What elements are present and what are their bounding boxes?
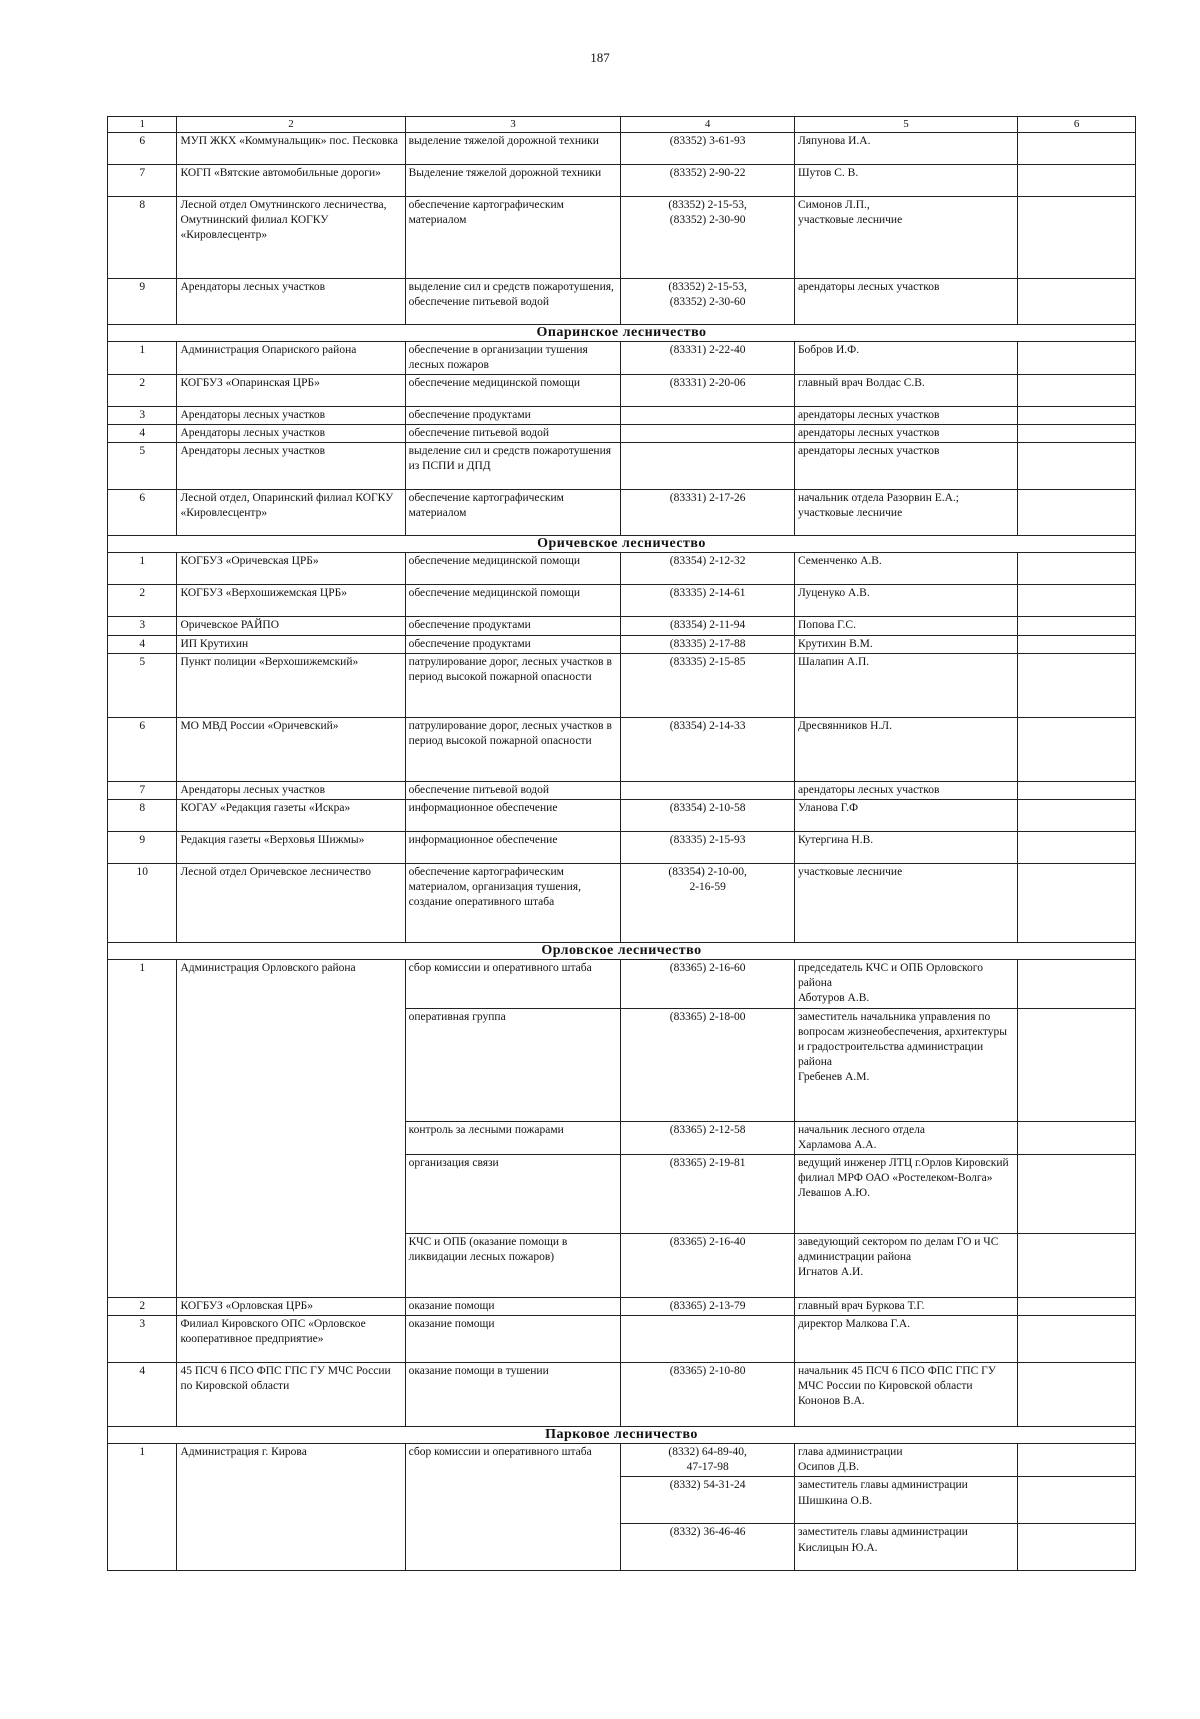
notes-cell xyxy=(1018,1524,1136,1571)
header-cell: 2 xyxy=(177,117,405,133)
phone-cell: (83335) 2-14-61 xyxy=(621,585,795,617)
notes-cell xyxy=(1018,1154,1136,1233)
table-row xyxy=(108,831,1136,863)
contacts-table xyxy=(107,116,1136,1571)
section-title: Опаринское лесничество xyxy=(108,324,1136,341)
table-row xyxy=(108,960,1136,1009)
responsible-cell: директор Малкова Г.А. xyxy=(794,1316,1017,1363)
phone-cell: (8332) 36-46-46 xyxy=(621,1524,795,1571)
phone-cell xyxy=(621,443,795,490)
responsible-cell: заместитель главы администрации Кислицын Ю.А. xyxy=(794,1524,1017,1571)
table-row xyxy=(108,425,1136,443)
responsible-cell: главный врач Буркова Т.Г. xyxy=(794,1297,1017,1315)
responsible-cell: арендаторы лесных участков xyxy=(794,406,1017,424)
phone-cell: (83354) 2-14-33 xyxy=(621,717,795,781)
responsible-cell: Уланова Г.Ф xyxy=(794,799,1017,831)
responsible-cell: главный врач Волдас С.В. xyxy=(794,374,1017,406)
notes-cell xyxy=(1018,781,1136,799)
section-header-row xyxy=(108,1427,1136,1444)
notes-cell xyxy=(1018,960,1136,1009)
phone-cell: (83352) 2-90-22 xyxy=(621,164,795,196)
table-body xyxy=(108,117,1136,1571)
table-row xyxy=(108,443,1136,490)
phone-cell: (83354) 2-11-94 xyxy=(621,617,795,635)
notes-cell xyxy=(1018,717,1136,781)
responsible-cell: начальник 45 ПСЧ 6 ПСО ФПС ГПС ГУ МЧС России по Кировской области Кононов В.А. xyxy=(794,1363,1017,1427)
table-row xyxy=(108,781,1136,799)
table-row xyxy=(108,1316,1136,1363)
table-row xyxy=(108,653,1136,717)
table-row xyxy=(108,164,1136,196)
notes-cell xyxy=(1018,164,1136,196)
notes-cell xyxy=(1018,1477,1136,1524)
responsible-cell: Шутов С. В. xyxy=(794,164,1017,196)
header-cell: 6 xyxy=(1018,117,1136,133)
notes-cell xyxy=(1018,196,1136,278)
section-title: Оричевское лесничество xyxy=(108,536,1136,553)
task-cell: обеспечение продуктами xyxy=(405,406,621,424)
table-row xyxy=(108,717,1136,781)
section-title: Орловское лесничество xyxy=(108,942,1136,959)
task-cell: патрулирование дорог, лесных участков в период высокой пожарной опасности xyxy=(405,653,621,717)
task-cell: обеспечение в организации тушения лесных пожаров xyxy=(405,341,621,374)
table-row xyxy=(108,1297,1136,1315)
organization-cell: Лесной отдел Оричевское лесничество xyxy=(177,863,405,942)
responsible-cell: арендаторы лесных участков xyxy=(794,425,1017,443)
table-row xyxy=(108,585,1136,617)
notes-cell xyxy=(1018,617,1136,635)
responsible-cell: Крутихин В.М. xyxy=(794,635,1017,653)
header-cell: 3 xyxy=(405,117,621,133)
organization-cell: Филиал Кировского ОПС «Орловское кооперативное предприятие» xyxy=(177,1316,405,1363)
task-cell: контроль за лесными пожарами xyxy=(405,1121,621,1154)
organization-cell: КОГБУЗ «Опаринская ЦРБ» xyxy=(177,374,405,406)
notes-cell xyxy=(1018,635,1136,653)
table-row xyxy=(108,863,1136,942)
task-cell: информационное обеспечение xyxy=(405,831,621,863)
responsible-cell: арендаторы лесных участков xyxy=(794,278,1017,324)
phone-cell xyxy=(621,406,795,424)
row-number: 1 xyxy=(108,341,177,374)
responsible-cell: начальник лесного отдела Харламова А.А. xyxy=(794,1121,1017,1154)
task-cell: оказание помощи xyxy=(405,1316,621,1363)
task-cell: обеспечение картографическим материалом xyxy=(405,490,621,536)
task-cell: обеспечение медицинской помощи xyxy=(405,374,621,406)
notes-cell xyxy=(1018,863,1136,942)
row-number: 3 xyxy=(108,1316,177,1363)
responsible-cell: ведущий инженер ЛТЦ г.Орлов Кировский филиал МРФ ОАО «Ростелеком-Волга» Левашов А.Ю. xyxy=(794,1154,1017,1233)
phone-cell: (83352) 2-15-53, (83352) 2-30-90 xyxy=(621,196,795,278)
task-cell: обеспечение продуктами xyxy=(405,617,621,635)
notes-cell xyxy=(1018,341,1136,374)
row-number: 4 xyxy=(108,425,177,443)
notes-cell xyxy=(1018,1444,1136,1477)
header-row xyxy=(108,117,1136,133)
phone-cell: (83365) 2-19-81 xyxy=(621,1154,795,1233)
task-cell: оперативная группа xyxy=(405,1008,621,1121)
phone-cell: (83354) 2-12-32 xyxy=(621,553,795,585)
task-cell: оказание помощи xyxy=(405,1297,621,1315)
row-number: 2 xyxy=(108,585,177,617)
organization-cell: ИП Крутихин xyxy=(177,635,405,653)
header-cell: 5 xyxy=(794,117,1017,133)
notes-cell xyxy=(1018,443,1136,490)
organization-cell: КОГАУ «Редакция газеты «Искра» xyxy=(177,799,405,831)
row-number: 4 xyxy=(108,1363,177,1427)
task-cell: обеспечение картографическим материалом xyxy=(405,196,621,278)
phone-cell: (83354) 2-10-58 xyxy=(621,799,795,831)
notes-cell xyxy=(1018,1121,1136,1154)
table-row xyxy=(108,635,1136,653)
row-number: 5 xyxy=(108,653,177,717)
task-cell: КЧС и ОПБ (оказание помощи в ликвидации лесных пожаров) xyxy=(405,1233,621,1297)
table-row xyxy=(108,132,1136,164)
phone-cell: (8332) 64-89-40, 47-17-98 xyxy=(621,1444,795,1477)
phone-cell xyxy=(621,425,795,443)
table-row xyxy=(108,490,1136,536)
responsible-cell: арендаторы лесных участков xyxy=(794,781,1017,799)
organization-cell: КОГБУЗ «Оричевская ЦРБ» xyxy=(177,553,405,585)
responsible-cell: заместитель начальника управления по вопросам жизнеобеспечения, архитектуры и градостроительства администрации района Гребенев А.М. xyxy=(794,1008,1017,1121)
organization-cell: КОГБУЗ «Верхошижемская ЦРБ» xyxy=(177,585,405,617)
table-row xyxy=(108,1444,1136,1477)
notes-cell xyxy=(1018,278,1136,324)
page-number: 187 xyxy=(590,50,610,65)
row-number: 8 xyxy=(108,799,177,831)
organization-cell: Администрация Орловского района xyxy=(177,960,405,1298)
row-number: 8 xyxy=(108,196,177,278)
row-number: 9 xyxy=(108,831,177,863)
notes-cell xyxy=(1018,490,1136,536)
task-cell: обеспечение медицинской помощи xyxy=(405,585,621,617)
organization-cell: Пункт полиции «Верхошижемский» xyxy=(177,653,405,717)
notes-cell xyxy=(1018,1008,1136,1121)
organization-cell: Администрация Опариского района xyxy=(177,341,405,374)
section-header-row xyxy=(108,942,1136,959)
organization-cell: 45 ПСЧ 6 ПСО ФПС ГПС ГУ МЧС России по Кировской области xyxy=(177,1363,405,1427)
notes-cell xyxy=(1018,1233,1136,1297)
row-number: 6 xyxy=(108,132,177,164)
responsible-cell: Кутергина Н.В. xyxy=(794,831,1017,863)
organization-cell: Арендаторы лесных участков xyxy=(177,781,405,799)
row-number: 6 xyxy=(108,717,177,781)
notes-cell xyxy=(1018,1297,1136,1315)
row-number: 5 xyxy=(108,443,177,490)
organization-cell: Арендаторы лесных участков xyxy=(177,443,405,490)
phone-cell xyxy=(621,781,795,799)
phone-cell: (83335) 2-15-85 xyxy=(621,653,795,717)
phone-cell: (83354) 2-10-00, 2-16-59 xyxy=(621,863,795,942)
phone-cell: (83331) 2-20-06 xyxy=(621,374,795,406)
task-cell: обеспечение питьевой водой xyxy=(405,781,621,799)
notes-cell xyxy=(1018,653,1136,717)
notes-cell xyxy=(1018,425,1136,443)
notes-cell xyxy=(1018,374,1136,406)
phone-cell: (83352) 2-15-53, (83352) 2-30-60 xyxy=(621,278,795,324)
notes-cell xyxy=(1018,406,1136,424)
responsible-cell: Ляпунова И.А. xyxy=(794,132,1017,164)
row-number: 4 xyxy=(108,635,177,653)
phone-cell: (83335) 2-15-93 xyxy=(621,831,795,863)
table-row xyxy=(108,1363,1136,1427)
task-cell: выделение сил и средств пожаротушения, обеспечение питьевой водой xyxy=(405,278,621,324)
table-row xyxy=(108,374,1136,406)
responsible-cell: начальник отдела Разорвин Е.А.; участковые лесничие xyxy=(794,490,1017,536)
task-cell: обеспечение продуктами xyxy=(405,635,621,653)
row-number: 1 xyxy=(108,553,177,585)
phone-cell: (83331) 2-17-26 xyxy=(621,490,795,536)
row-number: 10 xyxy=(108,863,177,942)
task-cell: сбор комиссии и оперативного штаба xyxy=(405,1444,621,1571)
row-number: 7 xyxy=(108,781,177,799)
phone-cell: (83365) 2-10-80 xyxy=(621,1363,795,1427)
organization-cell: Лесной отдел, Опаринский филиал КОГКУ «Кировлесцентр» xyxy=(177,490,405,536)
row-number: 9 xyxy=(108,278,177,324)
responsible-cell: Бобров И.Ф. xyxy=(794,341,1017,374)
organization-cell: Арендаторы лесных участков xyxy=(177,425,405,443)
task-cell: обеспечение медицинской помощи xyxy=(405,553,621,585)
organization-cell: Оричевское РАЙПО xyxy=(177,617,405,635)
notes-cell xyxy=(1018,831,1136,863)
row-number: 7 xyxy=(108,164,177,196)
header-cell: 1 xyxy=(108,117,177,133)
section-header-row xyxy=(108,536,1136,553)
responsible-cell: заместитель главы администрации Шишкина О.В. xyxy=(794,1477,1017,1524)
task-cell: обеспечение картографическим материалом, организация тушения, создание оперативного штаба xyxy=(405,863,621,942)
responsible-cell: Луценуко А.В. xyxy=(794,585,1017,617)
organization-cell: КОГБУЗ «Орловская ЦРБ» xyxy=(177,1297,405,1315)
row-number: 1 xyxy=(108,1444,177,1571)
organization-cell: КОГП «Вятские автомобильные дороги» xyxy=(177,164,405,196)
table-row xyxy=(108,553,1136,585)
notes-cell xyxy=(1018,799,1136,831)
notes-cell xyxy=(1018,553,1136,585)
task-cell: патрулирование дорог, лесных участков в период высокой пожарной опасности xyxy=(405,717,621,781)
row-number: 6 xyxy=(108,490,177,536)
task-cell: сбор комиссии и оперативного штаба xyxy=(405,960,621,1009)
phone-cell: (8332) 54-31-24 xyxy=(621,1477,795,1524)
phone-cell: (83335) 2-17-88 xyxy=(621,635,795,653)
header-cell: 4 xyxy=(621,117,795,133)
row-number: 1 xyxy=(108,960,177,1298)
notes-cell xyxy=(1018,1316,1136,1363)
task-cell: выделение сил и средств пожаротушения из ПСПИ и ДПД xyxy=(405,443,621,490)
task-cell: информационное обеспечение xyxy=(405,799,621,831)
phone-cell: (83331) 2-22-40 xyxy=(621,341,795,374)
phone-cell: (83365) 2-16-40 xyxy=(621,1233,795,1297)
responsible-cell: Дресвянников Н.Л. xyxy=(794,717,1017,781)
responsible-cell: Симонов Л.П., участковые лесничие xyxy=(794,196,1017,278)
section-header-row xyxy=(108,324,1136,341)
row-number: 3 xyxy=(108,406,177,424)
phone-cell: (83365) 2-12-58 xyxy=(621,1121,795,1154)
organization-cell: Администрация г. Кирова xyxy=(177,1444,405,1571)
task-cell: организация связи xyxy=(405,1154,621,1233)
responsible-cell: Шалапин А.П. xyxy=(794,653,1017,717)
phone-cell: (83352) 3-61-93 xyxy=(621,132,795,164)
task-cell: оказание помощи в тушении xyxy=(405,1363,621,1427)
phone-cell: (83365) 2-16-60 xyxy=(621,960,795,1009)
task-cell: Выделение тяжелой дорожной техники xyxy=(405,164,621,196)
notes-cell xyxy=(1018,132,1136,164)
notes-cell xyxy=(1018,585,1136,617)
organization-cell: Арендаторы лесных участков xyxy=(177,278,405,324)
responsible-cell: председатель КЧС и ОПБ Орловского района Аботуров А.В. xyxy=(794,960,1017,1009)
task-cell: выделение тяжелой дорожной техники xyxy=(405,132,621,164)
table-row xyxy=(108,196,1136,278)
organization-cell: Лесной отдел Омутнинского лесничества, Омутнинский филиал КОГКУ «Кировлесцентр» xyxy=(177,196,405,278)
organization-cell: МУП ЖКХ «Коммунальщик» пос. Песковка xyxy=(177,132,405,164)
organization-cell: МО МВД России «Оричевский» xyxy=(177,717,405,781)
row-number: 2 xyxy=(108,1297,177,1315)
section-title: Парковое лесничество xyxy=(108,1427,1136,1444)
table-row xyxy=(108,799,1136,831)
table-row xyxy=(108,278,1136,324)
responsible-cell: глава администрации Осипов Д.В. xyxy=(794,1444,1017,1477)
organization-cell: Редакция газеты «Верховья Шижмы» xyxy=(177,831,405,863)
row-number: 3 xyxy=(108,617,177,635)
table-row xyxy=(108,406,1136,424)
table-row xyxy=(108,341,1136,374)
organization-cell: Арендаторы лесных участков xyxy=(177,406,405,424)
table-row xyxy=(108,617,1136,635)
phone-cell: (83365) 2-13-79 xyxy=(621,1297,795,1315)
responsible-cell: арендаторы лесных участков xyxy=(794,443,1017,490)
responsible-cell: Семенченко А.В. xyxy=(794,553,1017,585)
responsible-cell: участковые лесничие xyxy=(794,863,1017,942)
notes-cell xyxy=(1018,1363,1136,1427)
responsible-cell: Попова Г.С. xyxy=(794,617,1017,635)
row-number: 2 xyxy=(108,374,177,406)
phone-cell: (83365) 2-18-00 xyxy=(621,1008,795,1121)
responsible-cell: заведующий сектором по делам ГО и ЧС администрации района Игнатов А.И. xyxy=(794,1233,1017,1297)
phone-cell xyxy=(621,1316,795,1363)
task-cell: обеспечение питьевой водой xyxy=(405,425,621,443)
